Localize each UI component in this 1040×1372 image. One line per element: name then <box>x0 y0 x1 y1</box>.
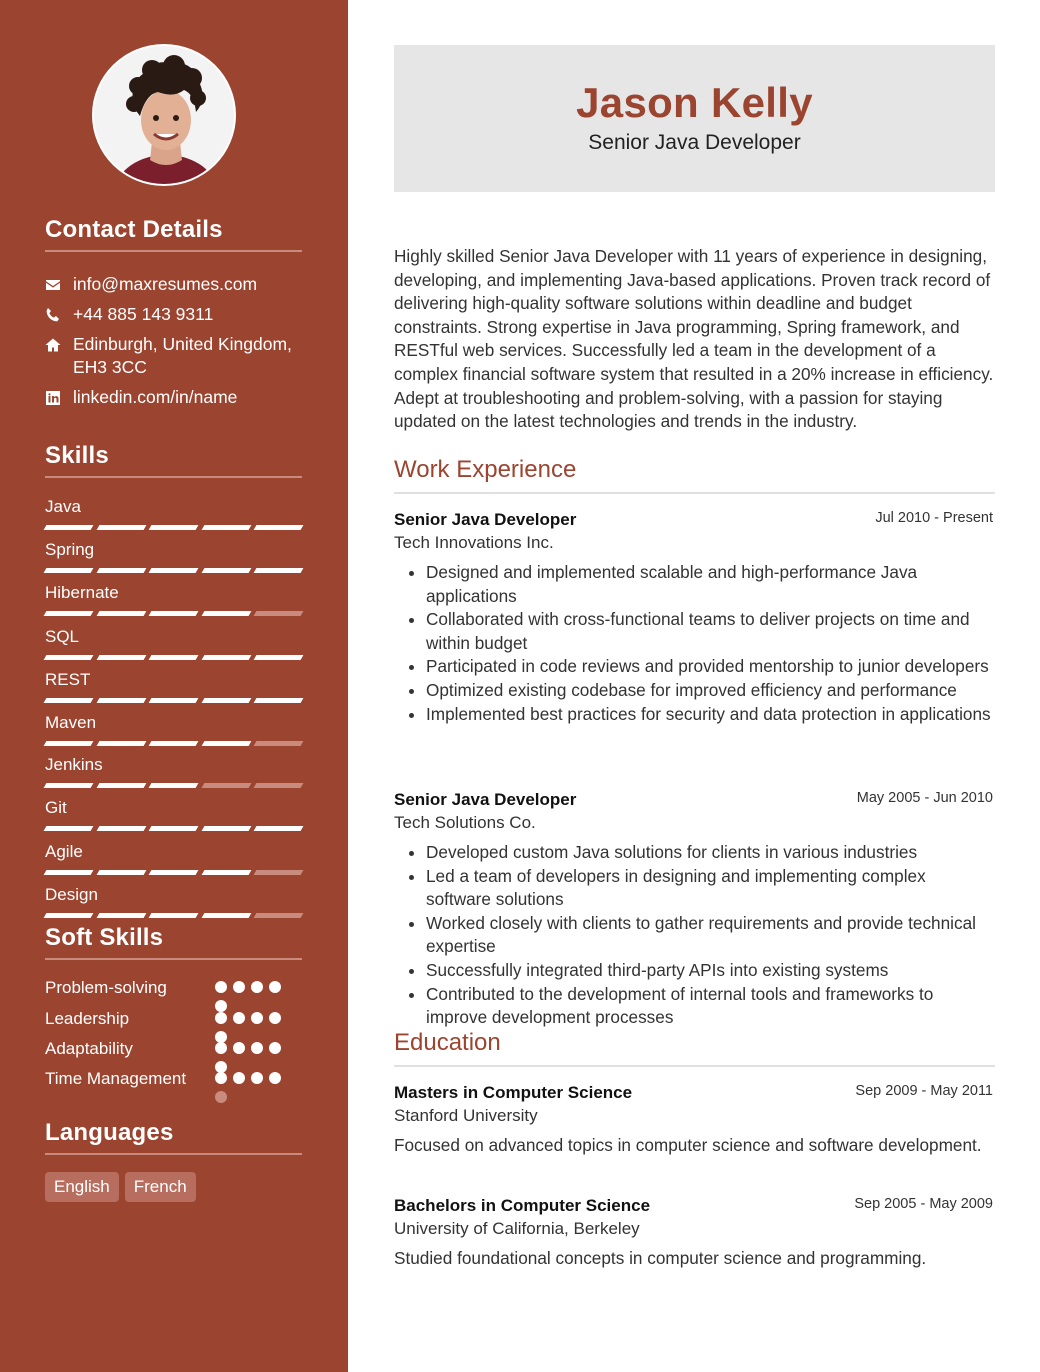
education-entry <box>394 1196 995 1271</box>
rating-dot <box>215 1091 227 1103</box>
job-bullet: • Worked closely with clients to gather requirements and provide technical expertise <box>426 912 995 959</box>
job-entry <box>394 790 995 1030</box>
skill-level-segment <box>149 655 198 660</box>
language-tag: French <box>125 1172 196 1202</box>
skill-level-segment <box>254 826 303 831</box>
skill-item <box>45 798 302 831</box>
job-bullet: • Implemented best practices for security and data protection in applications <box>426 703 995 727</box>
rating-dot <box>233 981 245 993</box>
skill-name: SQL <box>45 627 80 646</box>
phone-icon <box>45 303 73 326</box>
skill-level-segment <box>149 741 198 746</box>
rating-dot <box>233 1012 245 1024</box>
job-bullets <box>394 841 995 1030</box>
rating-dot <box>251 981 263 993</box>
skill-level-segment <box>44 655 93 660</box>
rating-dot <box>269 1012 281 1024</box>
skill-item <box>45 713 302 746</box>
contact-address <box>45 333 305 379</box>
skill-item <box>45 842 302 875</box>
skill-item <box>45 540 302 573</box>
skill-name: Agile <box>45 842 83 861</box>
education-entry <box>394 1083 995 1158</box>
skill-level-segment <box>201 826 250 831</box>
address-text: Edinburgh, United Kingdom, EH3 3CC <box>73 334 292 377</box>
languages-heading: Languages <box>45 1119 302 1155</box>
skill-level-bar <box>45 525 302 530</box>
name-header <box>394 45 995 192</box>
education-description: Studied foundational concepts in computer science and programming. <box>394 1248 927 1268</box>
skill-level-bar <box>45 611 302 616</box>
avatar <box>92 44 236 186</box>
skill-level-segment <box>254 655 303 660</box>
skill-level-segment <box>149 826 198 831</box>
candidate-name: Jason Kelly <box>576 79 813 126</box>
skill-level-segment <box>44 870 93 875</box>
profile-photo <box>94 46 236 186</box>
job-bullet: • Led a team of developers in designing and implementing complex software solutions <box>426 865 995 912</box>
skill-level-segment <box>254 913 303 918</box>
contact-email[interactable] <box>45 273 315 296</box>
degree-title: Bachelors in Computer Science <box>394 1196 651 1215</box>
skill-level-segment <box>44 568 93 573</box>
skill-level-segment <box>96 741 145 746</box>
soft-skill-item <box>45 1007 302 1030</box>
skill-level-bar <box>45 783 302 788</box>
rating-dot <box>269 1042 281 1054</box>
skill-name: Hibernate <box>45 583 119 602</box>
skill-level-segment <box>201 870 250 875</box>
skill-level-segment <box>44 783 93 788</box>
soft-skill-rating <box>215 1007 305 1027</box>
skill-level-segment <box>149 783 198 788</box>
skill-level-bar <box>45 741 302 746</box>
rating-dot <box>251 1012 263 1024</box>
summary-text: Highly skilled Senior Java Developer with 11 years of experience in designing, developing, and implementing Java-based applications. Proven track record of delivering high-quality software solutions within deadline and budget constraints. Strong expertise in Java programming, Spring framework, and RESTful web services. Successfully led a team in the development of a complex financial software system that resulted in a 20% increase in efficiency. Adept at troubleshooting and problem-solving, with a passion for staying updated on the latest technologies and trends in the industry. <box>394 246 994 432</box>
school-name: Stanford University <box>394 1106 538 1125</box>
language-tag: English <box>45 1172 119 1202</box>
soft-skills-heading: Soft Skills <box>45 924 302 960</box>
contact-phone[interactable] <box>45 303 315 326</box>
skill-name: Jenkins <box>45 755 103 774</box>
skill-level-segment <box>149 913 198 918</box>
contact-heading: Contact Details <box>45 216 302 252</box>
skill-level-bar <box>45 913 302 918</box>
rating-dot <box>269 1072 281 1084</box>
skill-level-segment <box>44 741 93 746</box>
education-date: Sep 2009 - May 2011 <box>855 1083 993 1099</box>
skill-level-segment <box>201 568 250 573</box>
skill-level-segment <box>96 525 145 530</box>
soft-skill-item <box>45 1037 302 1060</box>
skill-name: Design <box>45 885 98 904</box>
skill-item <box>45 627 302 660</box>
skill-level-segment <box>201 525 250 530</box>
skill-level-bar <box>45 698 302 703</box>
degree-title: Masters in Computer Science <box>394 1083 633 1102</box>
skill-level-segment <box>44 611 93 616</box>
sidebar <box>0 0 348 1372</box>
linkedin-icon <box>45 386 73 409</box>
skill-name: Git <box>45 798 67 817</box>
rating-dot <box>233 1072 245 1084</box>
skill-item <box>45 670 302 703</box>
work-heading: Work Experience <box>394 456 995 494</box>
skill-item <box>45 885 302 918</box>
skill-level-segment <box>254 525 303 530</box>
skill-level-bar <box>45 870 302 875</box>
job-bullet: • Designed and implemented scalable and high-performance Java applications <box>426 561 995 608</box>
education-date: Sep 2005 - May 2009 <box>854 1196 993 1212</box>
skill-name: Spring <box>45 540 95 559</box>
skill-level-segment <box>254 568 303 573</box>
job-date: Jul 2010 - Present <box>875 510 993 526</box>
job-bullet: • Contributed to the development of internal tools and frameworks to improve development processes <box>426 983 995 1030</box>
skill-level-segment <box>254 741 303 746</box>
soft-skill-item <box>45 976 302 999</box>
job-date: May 2005 - Jun 2010 <box>856 790 993 806</box>
linkedin-text: linkedin.com/in/name <box>73 387 238 407</box>
skill-level-segment <box>254 870 303 875</box>
contact-linkedin[interactable] <box>45 386 315 409</box>
rating-dot <box>251 1072 263 1084</box>
job-title: Senior Java Developer <box>394 510 577 529</box>
education-heading: Education <box>394 1029 995 1067</box>
phone-text: +44 885 143 9311 <box>73 304 214 324</box>
job-bullet: • Successfully integrated third-party APIs into existing systems <box>426 959 995 983</box>
education-description: Focused on advanced topics in computer science and software development. <box>394 1135 982 1155</box>
rating-dot <box>233 1042 245 1054</box>
skill-level-segment <box>96 655 145 660</box>
soft-skill-rating <box>215 976 305 996</box>
skill-level-segment <box>44 826 93 831</box>
rating-dot <box>215 1042 227 1054</box>
skill-level-segment <box>149 870 198 875</box>
soft-skill-rating <box>215 1037 305 1057</box>
skill-item <box>45 497 302 530</box>
candidate-title: Senior Java Developer <box>588 131 801 154</box>
job-bullet: • Participated in code reviews and provided mentorship to junior developers <box>426 655 995 679</box>
job-company: Tech Innovations Inc. <box>394 533 554 552</box>
skill-level-segment <box>201 783 250 788</box>
skill-item <box>45 755 302 788</box>
skill-level-segment <box>201 698 250 703</box>
home-icon <box>45 333 73 379</box>
skill-level-segment <box>254 783 303 788</box>
skill-item <box>45 583 302 616</box>
skill-level-segment <box>201 913 250 918</box>
skill-level-bar <box>45 568 302 573</box>
soft-skill-rating <box>215 1067 305 1087</box>
skill-level-segment <box>96 698 145 703</box>
rating-dot <box>215 1012 227 1024</box>
skill-level-segment <box>201 741 250 746</box>
skill-level-segment <box>44 698 93 703</box>
skill-name: Java <box>45 497 81 516</box>
skill-level-segment <box>254 611 303 616</box>
skill-level-segment <box>44 913 93 918</box>
job-bullet: • Developed custom Java solutions for clients in various industries <box>426 841 995 865</box>
job-bullets <box>394 561 995 726</box>
skill-level-bar <box>45 826 302 831</box>
envelope-icon <box>45 273 73 296</box>
job-entry <box>394 510 995 726</box>
skill-level-segment <box>96 783 145 788</box>
rating-dot <box>269 981 281 993</box>
skill-level-segment <box>149 611 198 616</box>
job-title: Senior Java Developer <box>394 790 577 809</box>
job-bullet: • Collaborated with cross-functional teams to deliver projects on time and within budget <box>426 608 995 655</box>
skill-level-segment <box>96 568 145 573</box>
skill-name: REST <box>45 670 91 689</box>
skills-heading: Skills <box>45 442 302 478</box>
school-name: University of California, Berkeley <box>394 1219 640 1238</box>
soft-skill-name: Problem-solving <box>45 978 167 997</box>
soft-skill-name: Leadership <box>45 1009 130 1028</box>
skill-level-segment <box>149 698 198 703</box>
rating-dot <box>251 1042 263 1054</box>
skill-level-segment <box>149 568 198 573</box>
email-text: info@maxresumes.com <box>73 274 258 294</box>
skill-level-segment <box>201 655 250 660</box>
skill-level-segment <box>96 611 145 616</box>
languages-list <box>45 1172 196 1202</box>
skill-level-segment <box>149 525 198 530</box>
soft-skill-name: Time Management <box>45 1069 187 1088</box>
soft-skill-item <box>45 1067 302 1090</box>
skill-level-segment <box>44 525 93 530</box>
soft-skill-name: Adaptability <box>45 1039 133 1058</box>
skill-level-segment <box>96 870 145 875</box>
job-company: Tech Solutions Co. <box>394 813 536 832</box>
skill-level-segment <box>96 913 145 918</box>
rating-dot <box>215 981 227 993</box>
skill-level-segment <box>254 698 303 703</box>
skill-level-segment <box>201 611 250 616</box>
job-bullet: • Optimized existing codebase for improved efficiency and performance <box>426 679 995 703</box>
skill-level-segment <box>96 826 145 831</box>
rating-dot <box>215 1072 227 1084</box>
skill-name: Maven <box>45 713 97 732</box>
skill-level-bar <box>45 655 302 660</box>
